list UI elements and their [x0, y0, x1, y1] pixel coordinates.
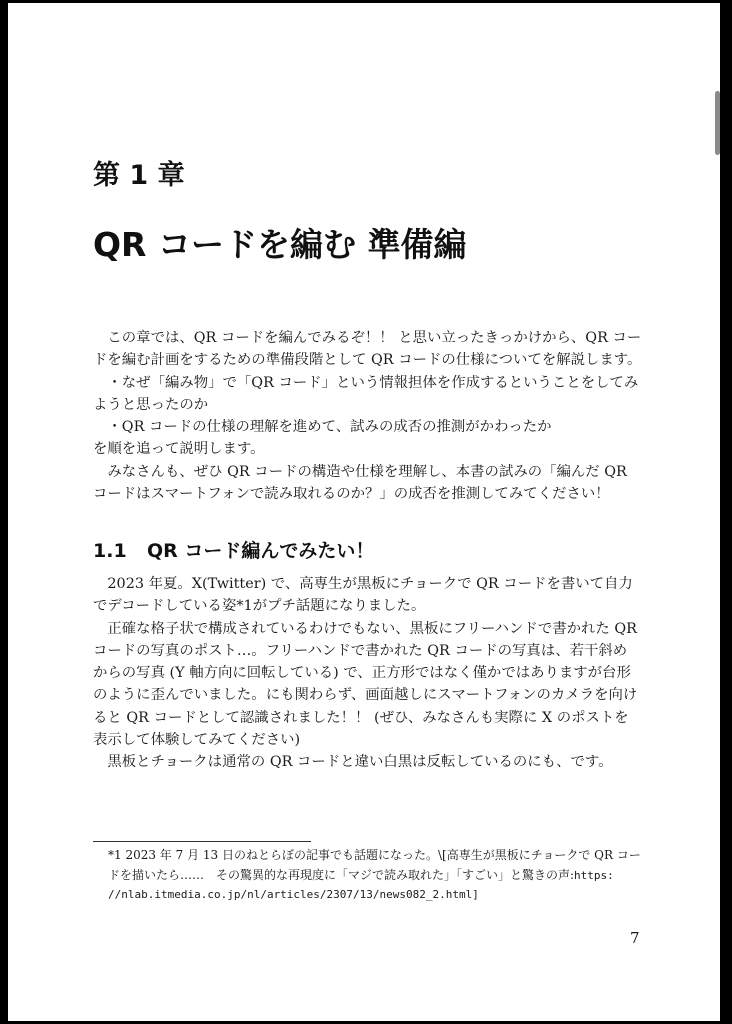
footnote-url-start[interactable]: https: [574, 868, 614, 882]
intro-paragraphs [93, 327, 641, 505]
body-line: 2023 年夏。X(Twitter) で、高専生が黒板にチョークで QR コードを書いて自力 [93, 576, 633, 592]
body-line: コードの写真のポスト…。フリーハンドで書かれた QR コードの写真は、若干斜め [93, 642, 628, 659]
intro-line: この章では、QR コードを編んでみるぞ！！ と思い立ったきっかけから、QR コー [93, 330, 642, 346]
intro-line: ドを編む計画をするための準備段階として QR コードの仕様についてを解説します。 [93, 352, 642, 369]
body-line: ると QR コードとして認識されました！！ (ぜひ、みなさんも実際に X のポストを [93, 709, 629, 726]
chapter-label: 第 1 章 [93, 160, 185, 191]
intro-line: ・なぜ「編み物」で「QR コード」という情報担体を作成するということをしてみ [93, 374, 639, 391]
footnote [108, 846, 648, 905]
section-number: 1.1 [93, 540, 127, 562]
intro-line: ようと思ったのか [93, 396, 209, 413]
intro-line: を順を追って説明します。 [93, 441, 265, 458]
body-line: のように歪んでいました。にも関わらず、画面越しにスマートフォンのカメラを向け [93, 687, 638, 704]
body-line: 表示して体験してみてください) [93, 732, 301, 749]
section-title: QR コード編んでみたい！ [147, 540, 375, 562]
chapter-title: QR コードを編む 準備編 [93, 225, 467, 264]
document-page [8, 3, 720, 1021]
intro-line: コードはスマートフォンで読み取れるのか？」の成否を推測してみてください！ [93, 486, 610, 503]
footnote-url[interactable]: //nlab.itmedia.co.jp/nl/articles/2307/13/news082_2.html] [108, 888, 479, 901]
body-line: からの写真 (Y 軸方向に回転している) で、正方形ではなく僅かではありますが台形 [93, 665, 631, 682]
scrollbar-thumb[interactable] [715, 91, 720, 155]
footnote-line: *1 2023 年 7 月 13 日のねとらぼの記事でも話題になった。\[高専生が黒板にチョークで QR コー [108, 848, 641, 862]
footnote-divider [93, 841, 311, 842]
section-heading [93, 536, 374, 563]
intro-line: みなさんも、ぜひ QR コードの構造や仕様を理解し、本書の試みの「編んだ QR [93, 463, 627, 480]
section-body [93, 573, 641, 774]
body-line: 黒板とチョークは通常の QR コードと違い白黒は反転しているのにも、です。 [93, 754, 613, 771]
intro-line: ・QR コードの仕様の理解を進めて、試みの成否の推測がかわったか [93, 419, 552, 436]
footnote-line [108, 866, 648, 886]
page-number: 7 [630, 929, 640, 947]
body-line: 正確な格子状で構成されているわけでもない、黒板にフリーハンドで書かれた QR [93, 620, 637, 637]
footnote-text: ドを描いたら…… その驚異的な再現度に「マジで読み取れた」「すごい」と驚きの声: [108, 867, 575, 882]
body-line: でデコードしている姿*1がプチ話題になりました。 [93, 598, 426, 615]
